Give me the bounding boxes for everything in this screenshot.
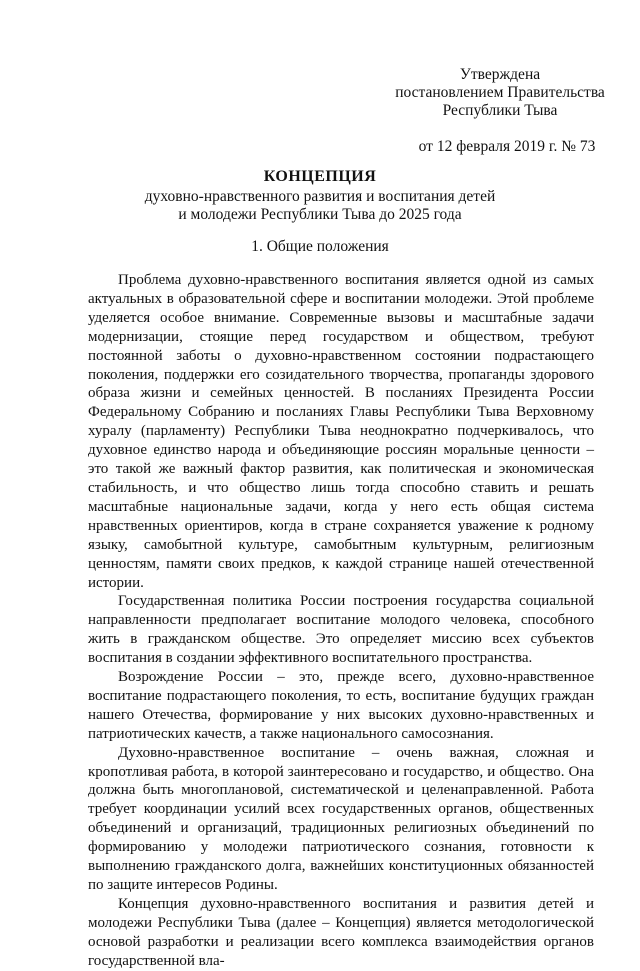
- approval-date: от 12 февраля 2019 г. № 73: [418, 138, 596, 155]
- paragraph-1: Проблема духовно-нравственного воспитания является одной из самых актуальных в образовательной сфере и воспитании молодежи. Этой проблеме уделяется особое внимание. Современные вызовы и масштабные задачи модернизации, стоящие перед государством и обществом, требуют постоянной заботы о духовно-нравственном состоянии подрастающего поколения, поддержки его созидательного творчества, пропаганды здорового образа жизни и семейных ценностей. В посланиях Президента России Федеральному Собранию и посланиях Главы Республики Тыва Верховному хуралу (парламенту) Республики Тыва неоднократно подчеркивалось, что духовное единство народа и объединяющие россиян моральные ценности – это такой же важный фактор развития, как политическая и экономическая стабильность, и что общество лишь тогда способно ставить и решать масштабные национальные задачи, когда у него есть общая система нравственных ориентиров, когда в стране сохраняется уважение к родному языку, самобытной культуре, самобытным культурным, религиозным ценностям, памяти своих предков, к каждой странице нашей отечественной истории.: [88, 272, 594, 591]
- approval-line-1: Утверждена: [459, 66, 541, 83]
- paragraph-3: Возрождение России – это, прежде всего, духовно-нравственное воспитание подрастающего поколения, то есть, воспитание будущих граждан нашего Отечества, формирование у них высоких духовно-нравственных и патриотических качеств, а также национального самосознания.: [88, 669, 594, 742]
- approval-line-2: постановлением Правительства: [395, 84, 605, 101]
- section-heading: 1. Общие положения: [251, 238, 389, 255]
- paragraph-4: Духовно-нравственное воспитание – очень важная, сложная и кропотливая работа, в которой заинтересовано и государство, и общество. Она должна быть многоплановой, систематической и целенаправленной. Работа требует координации усилий всех государственных органов, общественных объединений и организаций, традиционных религиозных объединений по формированию у молодежи патриотического сознания, готовности к выполнению гражданского долга, важнейших конституционных обязанностей по защите интересов Родины.: [88, 744, 594, 893]
- paragraph-2: Государственная политика России построения государства социальной направленности предполагает воспитание молодого человека, способного жить в гражданском обществе. Это определяет миссию всех субъектов воспитания в создании эффективного воспитательного пространства.: [88, 593, 594, 667]
- approval-line-3: Республики Тыва: [442, 102, 558, 119]
- body-text: [88, 271, 594, 971]
- subtitle-line-1: духовно-нравственного развития и воспитания детей: [144, 188, 496, 205]
- paragraph-5: Концепция духовно-нравственного воспитания и развития детей и молодежи Республики Тыва (далее – Концепция) является методологической основой разработки и реализации всего комплекса взаимодействия органов государственной вла-: [88, 895, 594, 969]
- document-title: КОНЦЕПЦИЯ: [263, 168, 377, 185]
- approval-block: [380, 66, 620, 156]
- document-subtitle: [0, 188, 640, 224]
- subtitle-line-2: и молодежи Республики Тыва до 2025 года: [178, 206, 462, 223]
